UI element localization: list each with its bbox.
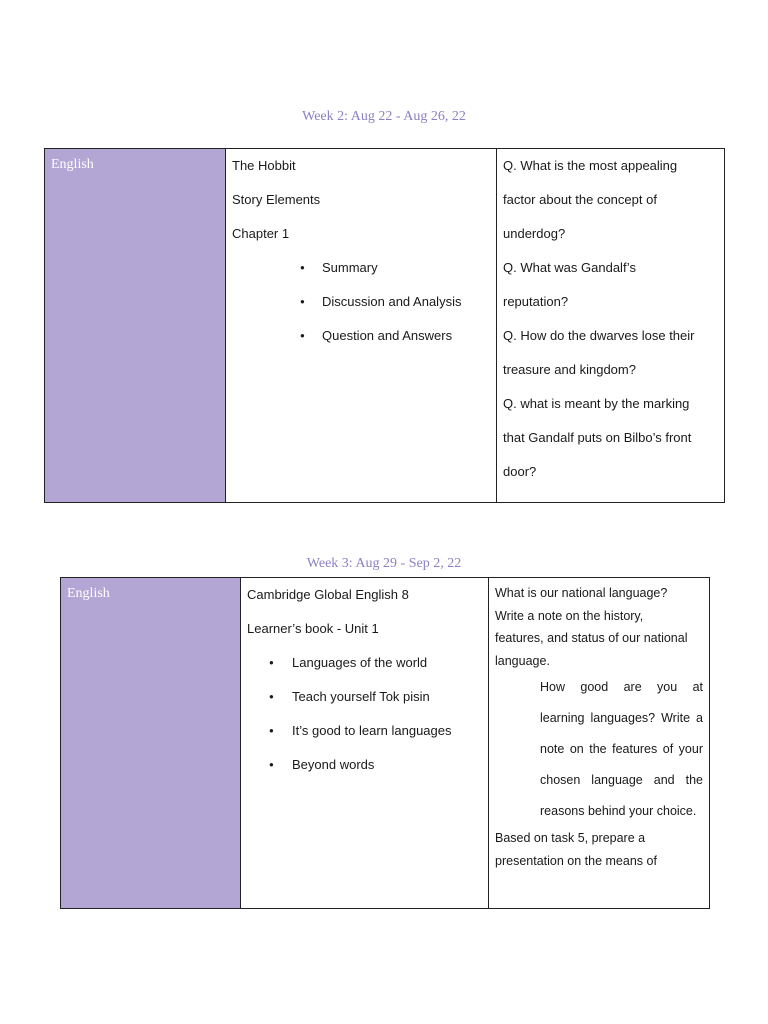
week3-bullet-item: ● It’s good to learn languages xyxy=(269,714,482,748)
week3-bullet-item: ● Beyond words xyxy=(269,748,482,782)
week2-questions-cell xyxy=(497,149,725,503)
week2-question-line: Q. What is the most appealing xyxy=(503,158,678,173)
week2-table xyxy=(44,148,725,503)
week3-task-line: presentation on the means of xyxy=(495,853,657,868)
week3-topic-cell xyxy=(241,578,489,909)
week2-topic-line: The Hobbit xyxy=(232,158,296,173)
week3-task-line: Write a note on the history, xyxy=(495,608,644,623)
week3-task-paragraph: How good are you at learning languages? Write a note on the features of your chosen language and the reasons behind your choice. xyxy=(540,680,703,818)
week3-tasks-cell xyxy=(489,578,710,909)
week3-subject-cell xyxy=(61,578,241,909)
week3-bullet-list xyxy=(247,646,482,782)
week3-bullet-item: ● Languages of the world xyxy=(269,646,482,680)
week2-question-line: Q. What was Gandalf’s xyxy=(503,260,636,275)
week2-question-line: Q. How do the dwarves lose their xyxy=(503,328,695,343)
week2-topic-cell xyxy=(226,149,497,503)
week2-question-line: Q. what is meant by the marking xyxy=(503,396,690,411)
week3-title: Week 3: Aug 29 - Sep 2, 22 xyxy=(306,556,462,571)
week2-question-line: reputation? xyxy=(503,294,569,309)
week2-topic-line: Chapter 1 xyxy=(232,226,290,241)
week3-topic-line: Learner’s book - Unit 1 xyxy=(247,621,379,636)
week3-task-indented xyxy=(495,672,703,827)
week2-subject: English xyxy=(51,157,94,172)
week3-table xyxy=(60,577,710,909)
week3-task-line: language. xyxy=(495,653,550,668)
week2-question-line: door? xyxy=(503,464,537,479)
week3-task-followup xyxy=(495,827,703,872)
week2-title: Week 2: Aug 22 - Aug 26, 22 xyxy=(302,109,466,124)
week2-subject-cell xyxy=(45,149,226,503)
week2-question-line: treasure and kingdom? xyxy=(503,362,636,377)
week2-question-line: underdog? xyxy=(503,226,566,241)
week2-question-line: that Gandalf puts on Bilbo’s front xyxy=(503,430,692,445)
week2-bullet-list xyxy=(232,251,490,353)
week2-bullet-item: ● Discussion and Analysis xyxy=(300,285,490,319)
week3-bullet-item: ● Teach yourself Tok pisin xyxy=(269,680,482,714)
week2-topic-line: Story Elements xyxy=(232,192,321,207)
week3-task-line: What is our national language? xyxy=(495,586,668,600)
week3-task-line: Based on task 5, prepare a xyxy=(495,831,646,845)
week3-subject: English xyxy=(67,586,110,601)
week2-bullet-item: ● Summary xyxy=(300,251,490,285)
week3-topic-line: Cambridge Global English 8 xyxy=(247,587,409,602)
week2-bullet-item: ● Question and Answers xyxy=(300,319,490,353)
week2-question-line: factor about the concept of xyxy=(503,192,657,207)
week3-task-line: features, and status of our national xyxy=(495,631,688,645)
week3-task-intro xyxy=(495,582,703,672)
